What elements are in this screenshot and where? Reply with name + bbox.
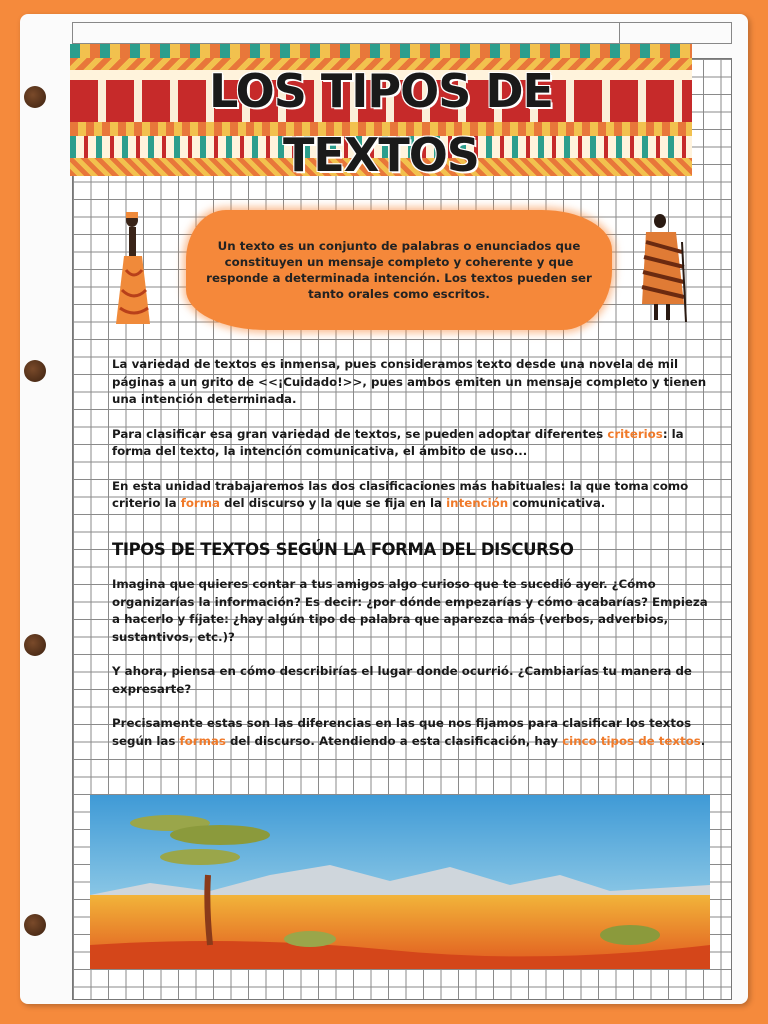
savanna-landscape-illustration — [90, 795, 710, 969]
header-strip — [72, 22, 732, 44]
binder-hole — [24, 634, 46, 656]
paragraph-criteria: Para clasificar esa gran variedad de textos, se pueden adoptar diferentes criterios: la forma del texto, la intención comunicativa, el ámbito de uso... — [112, 426, 684, 458]
intro-text: Un texto es un conjunto de palabras o enunciados que constituyen un mensaje completo y coherente y que responde a determinada intención. Los textos pueden ser tanto orales como escritos. — [206, 239, 592, 301]
binder-hole — [24, 914, 46, 936]
african-woman-illustration — [112, 210, 154, 328]
paragraph-differences: Precisamente estas son las diferencias en las que nos fijamos para clasificar los textos según las formas del discurso. Atendiendo a esta clasificación, hay cinco tipos de textos. — [112, 716, 706, 748]
binder-hole — [24, 86, 46, 108]
intro-callout — [186, 210, 612, 330]
highlight-intencion: intención — [446, 496, 509, 510]
paragraph-describe: Y ahora, piensa en cómo describirías el lugar donde ocurrió. ¿Cambiarías tu manera de expresarte? — [112, 664, 692, 696]
binder-hole — [24, 360, 46, 382]
section-heading: TIPOS DE TEXTOS SEGÚN LA FORMA DEL DISCURSO — [112, 540, 574, 559]
page-title-line1: LOS TIPOS DE — [209, 64, 553, 118]
paragraph-imagine: Imagina que quieres contar a tus amigos algo curioso que te sucedió ayer. ¿Cómo organizarías la información? Es decir: ¿por dónde empezarías y cómo acabarías? Empieza a hacerlo y fíjate: ¿hay algún tipo de palabra que aparezca más (verbos, adverbios, sustantivos, etc.)? — [112, 577, 708, 644]
paragraph-variety: La variedad de textos es inmensa, pues consideramos texto desde una novela de mil páginas a un grito de <<¡Cuidado!>>, pues ambos emiten un mensaje completo y tienen una intención determinada. — [112, 357, 707, 406]
highlight-formas: formas — [179, 733, 226, 748]
paragraph-unit: En esta unidad trabajaremos las dos clasificaciones más habituales: la que toma como criterio la forma del discurso y la que se fija en la intención comunicativa. — [112, 478, 689, 510]
african-man-illustration — [638, 212, 690, 324]
section-paragraphs — [112, 576, 712, 750]
title-banner — [70, 44, 692, 176]
highlight-forma: forma — [180, 496, 220, 510]
highlight-cinco-tipos: cinco tipos de textos — [562, 733, 701, 748]
highlight-criterios: criterios — [607, 426, 663, 441]
intro-paragraphs — [112, 356, 712, 513]
page-title-line2: TEXTOS — [283, 128, 479, 176]
